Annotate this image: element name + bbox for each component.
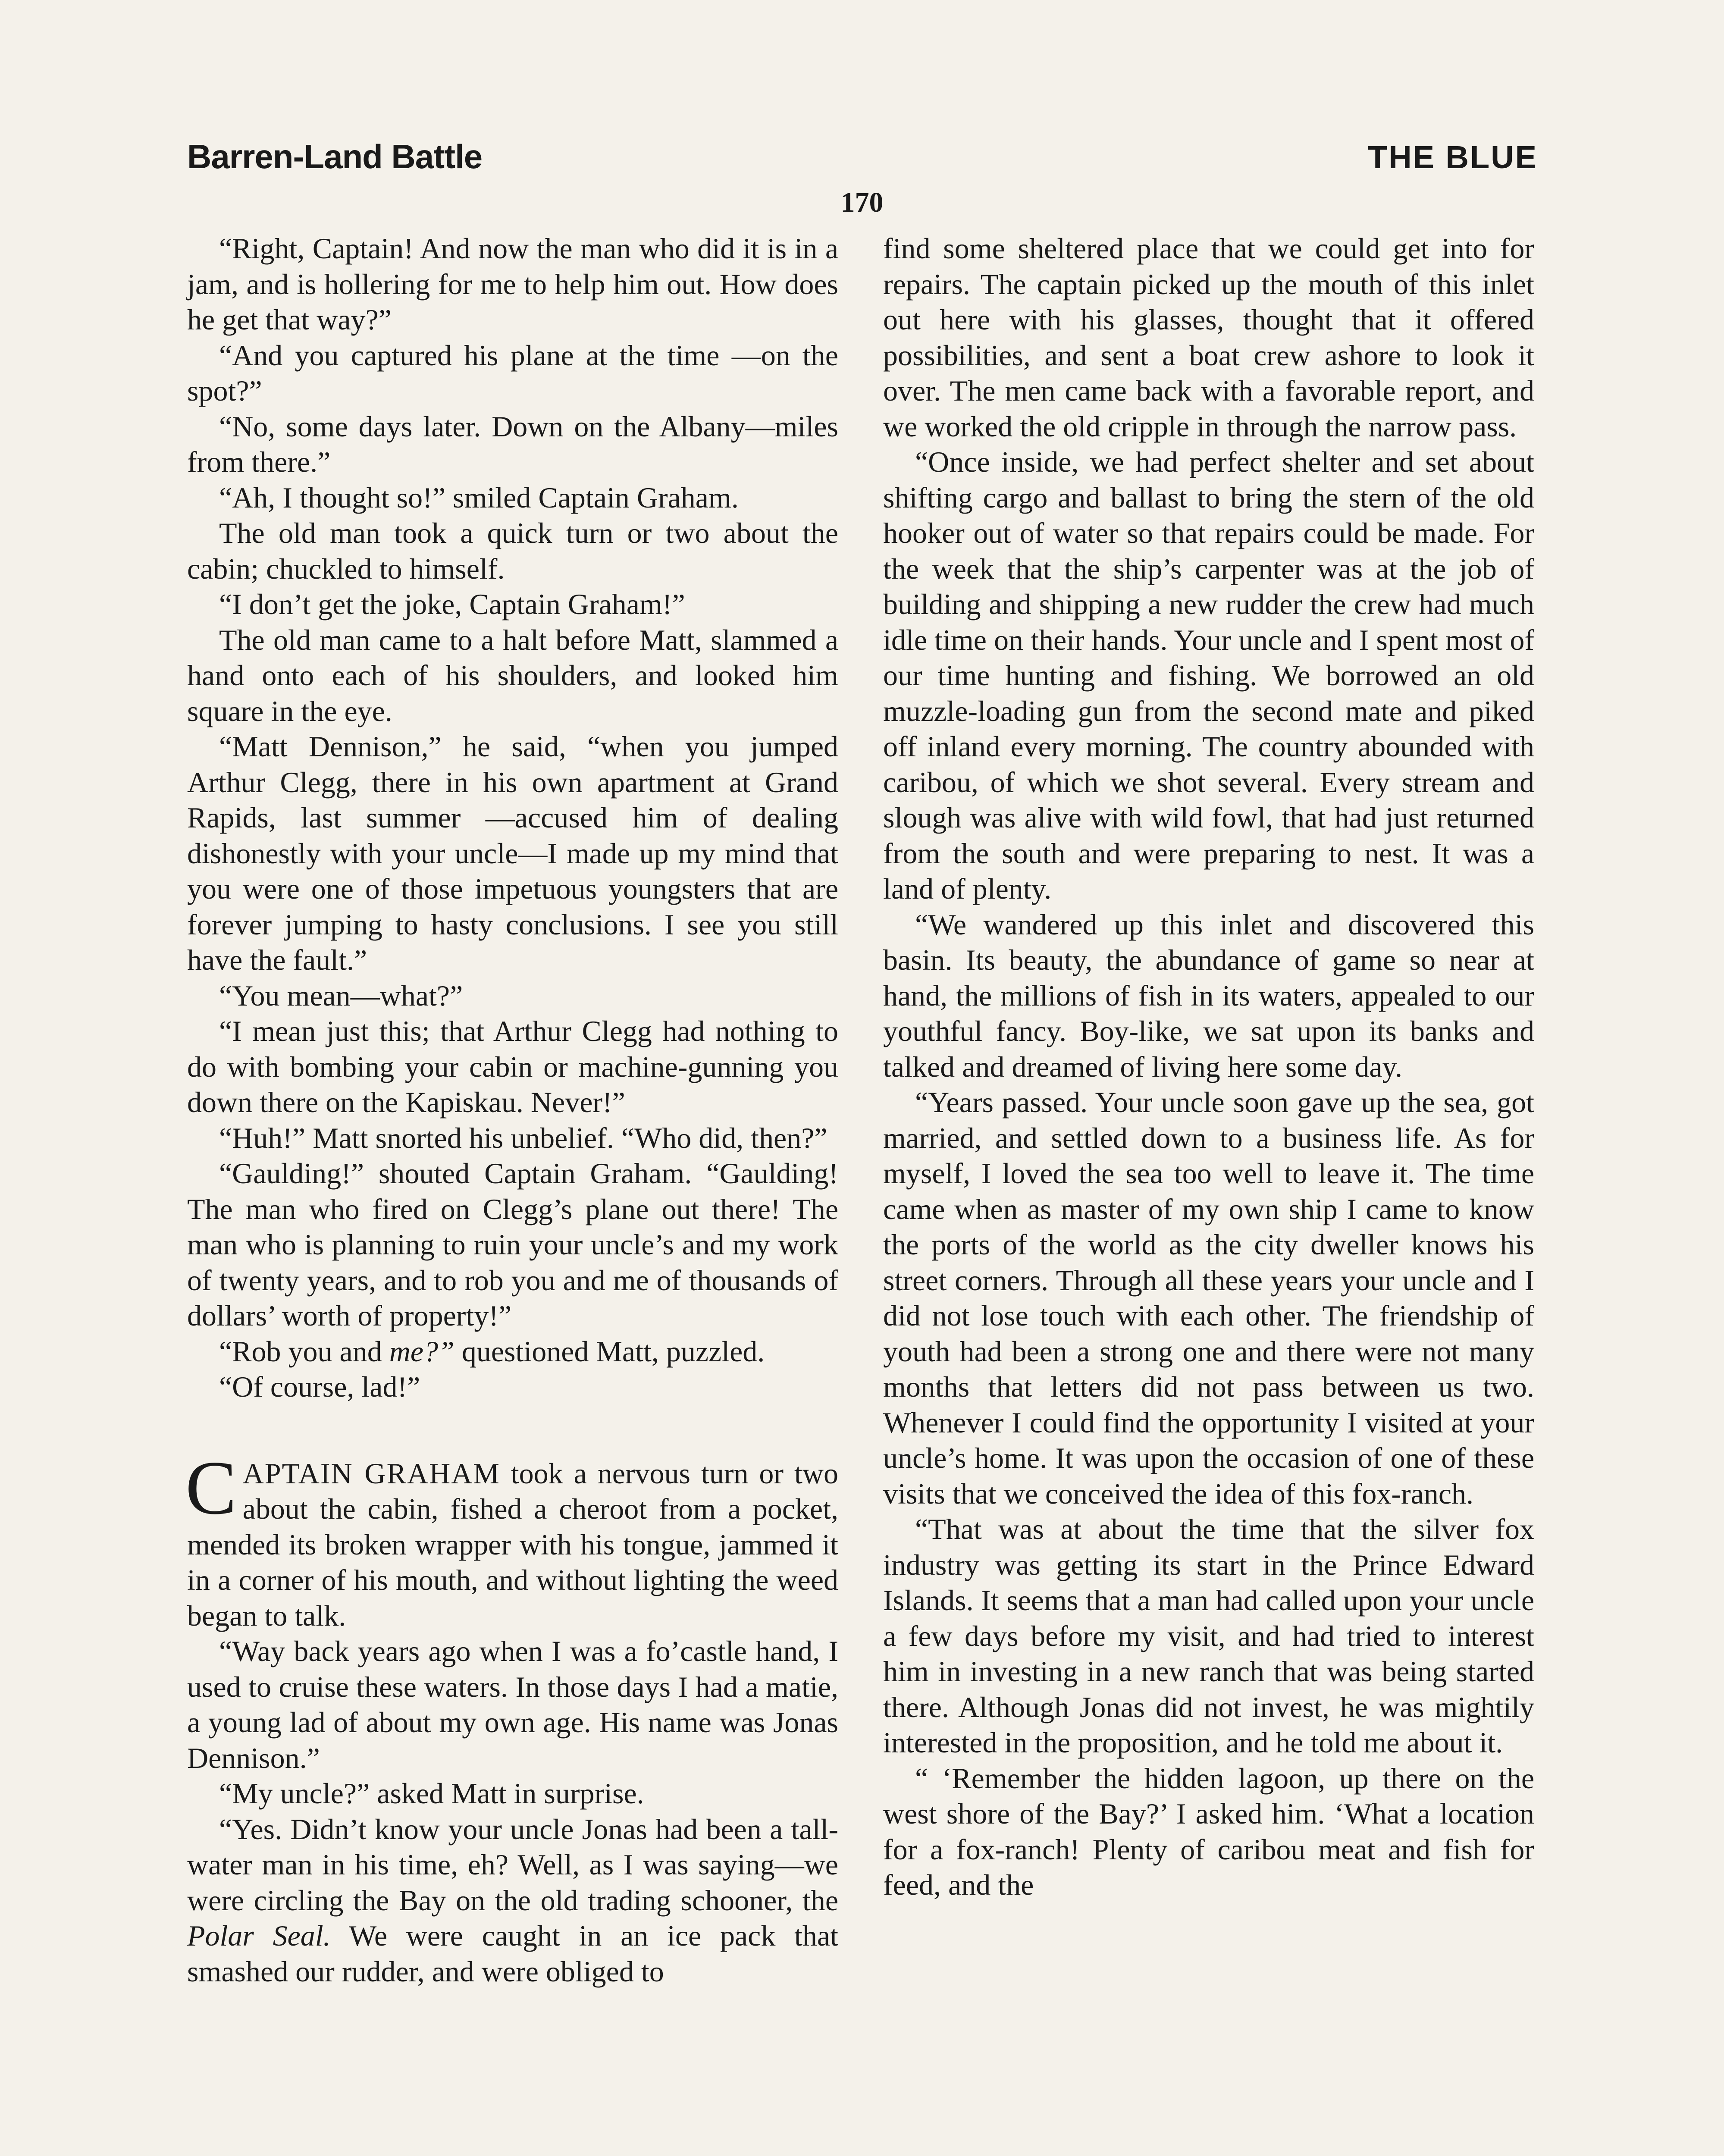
paragraph: “Of course, lad!” <box>219 1370 420 1403</box>
text-run: questioned Matt, puzzled. <box>454 1335 765 1368</box>
paragraph: “We wandered up this inlet and discovered this basin. Its beauty, the abundance of game so near at hand, the millions of fish in its waters, appealed to our youthful fancy. Boy-like, we sat upon its banks and talked and dreamed of living here some day. <box>883 908 1534 1083</box>
small-caps-lead: APTAIN GRAHAM <box>242 1457 500 1490</box>
paragraph: “Once inside, we had perfect shelter and set about shifting cargo and ballast to bring the stern of the old hooker out of water so that repairs could be made. For the week that the ship’s carpenter was at the job of building and shipping a new rudder the crew had much idle time on their hands. Your uncle and I spent most of our time hunting and fishing. We borrowed an old muzzle-loading gun from the second mate and piked off inland every morning. The country abounded with caribou, of which we shot several. Every stream and slough was alive with wild fowl, that had just returned from the south and were preparing to nest. It was a land of plenty. <box>883 445 1534 905</box>
story-title: Barren-Land Battle <box>187 138 483 175</box>
paragraph: “I don’t get the joke, Captain Graham!” <box>219 588 685 620</box>
text-run: “Rob you and <box>219 1335 389 1368</box>
text-run: We were caught in an ice pack that smashed our rudder, and were obliged to <box>187 1919 838 1988</box>
paragraph: “My uncle?” asked Matt in surprise. <box>219 1777 644 1810</box>
paragraph: “Way back years ago when I was a fo’castle hand, I used to cruise these waters. In those days I had a matie, a young lad of about my own age. His name was Jonas Dennison.” <box>187 1635 838 1774</box>
paragraph: “Huh!” Matt snorted his unbelief. “Who did, then?” <box>219 1121 828 1154</box>
paragraph-polar-seal <box>187 1811 838 1990</box>
page-number: 170 <box>840 187 884 218</box>
paragraph: The old man took a quick turn or two about the cabin; chuckled to himself. <box>187 517 838 585</box>
paragraph: “That was at about the time that the silver fox industry was getting its start in the Prince Edward Islands. It seems that a man had called upon your uncle a few days before my visit, and had tried to interest him in investing in a new ranch that was being started there. Although Jonas did not invest, he was mightily interested in the proposition, and he told me about it. <box>883 1513 1534 1759</box>
paragraph: “Years passed. Your uncle soon gave up the sea, got married, and settled down to a business life. As for myself, I loved the sea too well to leave it. The time came when as master of my own ship I came to know the ports of the world as the city dweller knows his street corners. Through all these years your uncle and I did not lose touch with each other. The friendship of youth had been a strong one and there were not many months that letters did not pass between us two. Whenever I could find the opportunity I visited at your uncle’s home. It was upon the occasion of one of these visits that we conceived the idea of this fox-ranch. <box>883 1086 1534 1510</box>
paragraph: “I mean just this; that Arthur Clegg had nothing to do with bombing your cabin or machine-gunning you down there on the Kapiskau. Never!” <box>187 1015 838 1119</box>
left-column <box>187 231 838 1989</box>
paragraph: “Gaulding!” shouted Captain Graham. “Gaulding! The man who fired on Clegg’s plane out there! The man who is planning to ruin your uncle’s and my work of twenty years, and to rob you and me of thousands of dollars’ worth of property!” <box>187 1157 838 1332</box>
paragraph: “You mean—what?” <box>219 979 463 1012</box>
paragraph: “Matt Dennison,” he said, “when you jumped Arthur Clegg, there in his own apartment at Grand Rapids, last summer —accused him of dealing dishonestly with your uncle—I made up my mind that you were one of those impetuous youngsters that are forever jumping to hasty conclusions. I see you still have the fault.” <box>187 730 838 976</box>
paragraph: The old man came to a halt before Matt, slammed a hand onto each of his shoulders, and looked him square in the eye. <box>187 623 838 727</box>
italic-text: Polar Seal. <box>187 1919 331 1952</box>
text-run: “Yes. Didn’t know your uncle Jonas had been a tall-water man in his time, eh? Well, as I was saying—we were circling the Bay on the old trading schooner, the <box>187 1812 838 1917</box>
paragraph: “ ‘Remember the hidden lagoon, up there on the west shore of the Bay?’ I asked him. ‘What a location for a fox-ranch! Plenty of caribou meat and fish for feed, and the <box>883 1761 1534 1901</box>
section-opening-paragraph <box>185 1445 839 1634</box>
italic-text: me?” <box>389 1335 455 1368</box>
paragraph: “Ah, I thought so!” smiled Captain Graham. <box>219 481 739 514</box>
drop-cap: C <box>185 1445 237 1530</box>
paragraph: “Right, Captain! And now the man who did it is in a jam, and is hollering for me to help him out. How does he get that way?” <box>187 232 838 336</box>
text-run: took a nervous turn or two about the cabin, fished a cheroot from a pocket, mended its broken wrapper with his tongue, jammed it in a corner of his mouth, and without lighting the weed began to talk. <box>187 1457 839 1632</box>
paragraph: “And you captured his plane at the time —on the spot?” <box>187 338 838 407</box>
paragraph-rob-you <box>187 1334 838 1369</box>
magazine-name: THE BLUE <box>1368 139 1538 175</box>
paragraph: “No, some days later. Down on the Albany—miles from there.” <box>187 410 838 478</box>
right-column <box>883 231 1534 1903</box>
continued-paragraph: find some sheltered place that we could get into for repairs. The captain picked up the mouth of this inlet out here with his glasses, thought that it offered possibilities, and sent a boat crew ashore to look it over. The men came back with a favorable report, and we worked the old cripple in through the narrow pass. <box>883 232 1534 443</box>
